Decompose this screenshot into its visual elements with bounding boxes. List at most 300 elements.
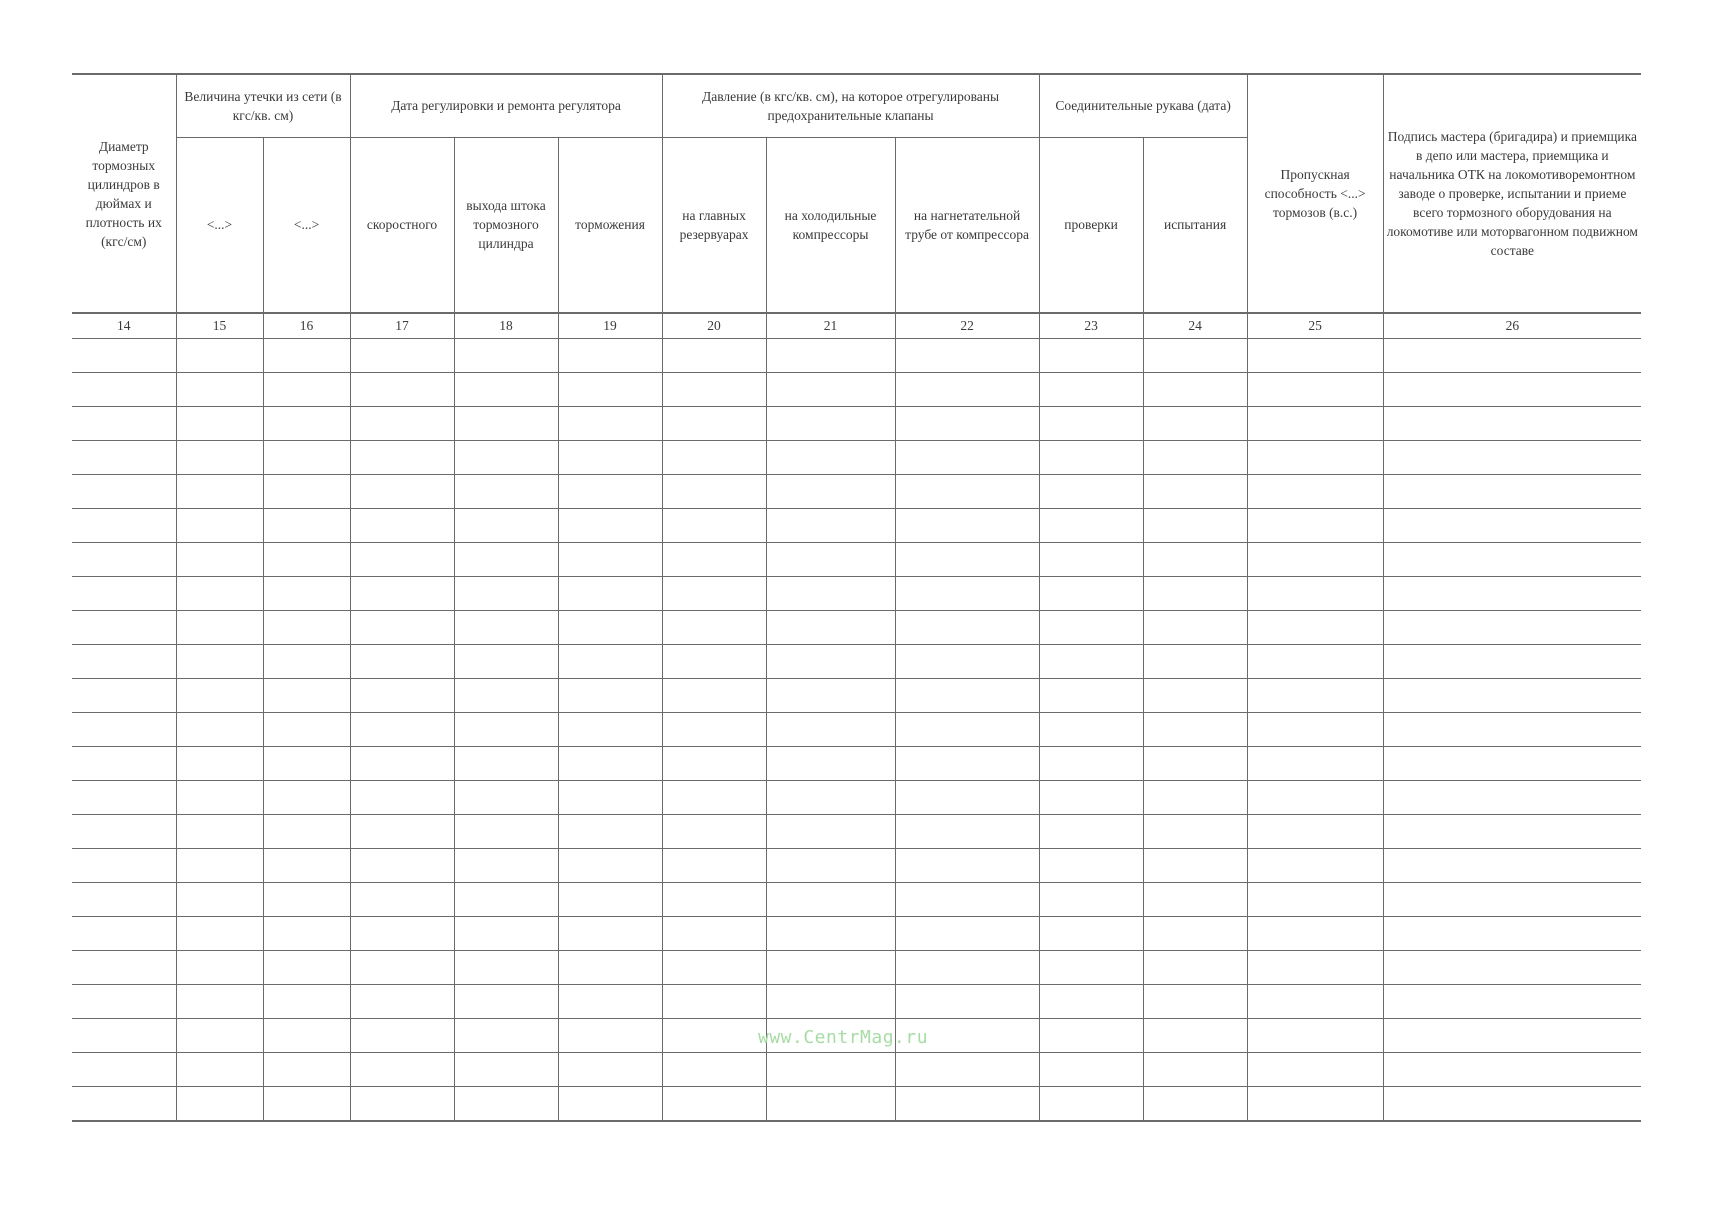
- table-cell: [176, 985, 263, 1019]
- table-cell: [662, 645, 766, 679]
- table-cell: [454, 475, 558, 509]
- brake-record-table: [72, 73, 1641, 1122]
- column-number: 17: [350, 313, 454, 339]
- table-cell: [1247, 645, 1383, 679]
- table-cell: [1039, 475, 1143, 509]
- table-cell: [558, 577, 662, 611]
- table-cell: [454, 781, 558, 815]
- table-cell: [1383, 679, 1641, 713]
- table-cell: [1039, 679, 1143, 713]
- table-cell: [766, 407, 895, 441]
- table-cell: [895, 475, 1039, 509]
- table-cell: [1247, 781, 1383, 815]
- table-cell: [895, 577, 1039, 611]
- table-row: [72, 1053, 1641, 1087]
- table-cell: [72, 611, 176, 645]
- table-cell: [350, 781, 454, 815]
- table-cell: [176, 509, 263, 543]
- header-col23: проверки: [1039, 137, 1143, 313]
- table-cell: [662, 441, 766, 475]
- table-cell: [895, 883, 1039, 917]
- table-cell: [1039, 577, 1143, 611]
- table-cell: [766, 475, 895, 509]
- table-cell: [662, 611, 766, 645]
- column-number: 21: [766, 313, 895, 339]
- table-cell: [350, 475, 454, 509]
- table-cell: [263, 1053, 350, 1087]
- table-cell: [1143, 951, 1247, 985]
- table-cell: [72, 713, 176, 747]
- table-cell: [895, 1053, 1039, 1087]
- table-cell: [1143, 883, 1247, 917]
- table-cell: [72, 1053, 176, 1087]
- table-cell: [1247, 1019, 1383, 1053]
- table-cell: [1383, 849, 1641, 883]
- table-cell: [1039, 917, 1143, 951]
- table-cell: [1383, 339, 1641, 373]
- table-cell: [72, 475, 176, 509]
- table-cell: [1039, 373, 1143, 407]
- table-cell: [662, 951, 766, 985]
- table-cell: [176, 441, 263, 475]
- column-number: 26: [1383, 313, 1641, 339]
- table-cell: [1039, 815, 1143, 849]
- table-row: [72, 679, 1641, 713]
- table-cell: [1383, 475, 1641, 509]
- table-cell: [454, 985, 558, 1019]
- table-cell: [176, 951, 263, 985]
- table-cell: [662, 781, 766, 815]
- table-cell: [263, 407, 350, 441]
- table-cell: [1039, 985, 1143, 1019]
- table-cell: [454, 917, 558, 951]
- table-cell: [558, 679, 662, 713]
- table-cell: [263, 883, 350, 917]
- table-cell: [558, 441, 662, 475]
- table-cell: [766, 441, 895, 475]
- table-cell: [176, 339, 263, 373]
- table-cell: [350, 543, 454, 577]
- watermark-text: www.CentrMag.ru: [758, 1027, 929, 1048]
- column-number: 19: [558, 313, 662, 339]
- table-cell: [263, 951, 350, 985]
- table-cell: [454, 577, 558, 611]
- header-hoses-group: Соединительные рукава (дата): [1039, 74, 1247, 137]
- table-cell: [895, 373, 1039, 407]
- table-cell: [176, 713, 263, 747]
- column-number: 15: [176, 313, 263, 339]
- table-cell: [1039, 883, 1143, 917]
- table-cell: [1383, 815, 1641, 849]
- table-cell: [263, 713, 350, 747]
- table-cell: [1143, 475, 1247, 509]
- table-cell: [1143, 747, 1247, 781]
- table-cell: [558, 1087, 662, 1122]
- table-cell: [1143, 373, 1247, 407]
- table-cell: [176, 883, 263, 917]
- table-cell: [454, 815, 558, 849]
- table-row: [72, 713, 1641, 747]
- table-cell: [1383, 611, 1641, 645]
- table-cell: [1039, 441, 1143, 475]
- table-cell: [454, 679, 558, 713]
- table-cell: [895, 441, 1039, 475]
- table-cell: [350, 679, 454, 713]
- table-cell: [662, 883, 766, 917]
- table-cell: [454, 441, 558, 475]
- table-row: [72, 577, 1641, 611]
- table-cell: [263, 339, 350, 373]
- table-cell: [895, 509, 1039, 543]
- table-cell: [895, 781, 1039, 815]
- table-cell: [454, 339, 558, 373]
- table-cell: [176, 1087, 263, 1122]
- table-cell: [662, 917, 766, 951]
- table-cell: [766, 509, 895, 543]
- table-cell: [1143, 339, 1247, 373]
- table-cell: [454, 373, 558, 407]
- table-cell: [662, 1019, 766, 1053]
- table-cell: [766, 815, 895, 849]
- table-cell: [1247, 339, 1383, 373]
- column-number: 23: [1039, 313, 1143, 339]
- table-cell: [1247, 543, 1383, 577]
- table-cell: [350, 339, 454, 373]
- table-cell: [766, 985, 895, 1019]
- table-cell: [176, 475, 263, 509]
- table-cell: [1383, 645, 1641, 679]
- table-cell: [1247, 475, 1383, 509]
- table-cell: [1143, 713, 1247, 747]
- table-row: [72, 509, 1641, 543]
- table-cell: [1143, 815, 1247, 849]
- column-number: 24: [1143, 313, 1247, 339]
- table-cell: [662, 815, 766, 849]
- table-cell: [176, 373, 263, 407]
- table-cell: [176, 1053, 263, 1087]
- table-cell: [263, 373, 350, 407]
- table-cell: [1247, 1087, 1383, 1122]
- table-cell: [1247, 1053, 1383, 1087]
- header-col17: скоростного: [350, 137, 454, 313]
- table-cell: [1247, 747, 1383, 781]
- table-row: [72, 781, 1641, 815]
- table-cell: [176, 577, 263, 611]
- table-cell: [350, 883, 454, 917]
- table-cell: [350, 747, 454, 781]
- table-cell: [1247, 849, 1383, 883]
- table-cell: [72, 339, 176, 373]
- table-cell: [263, 781, 350, 815]
- table-cell: [263, 815, 350, 849]
- table-cell: [1039, 849, 1143, 883]
- table-cell: [263, 543, 350, 577]
- table-cell: [895, 985, 1039, 1019]
- table-cell: [1039, 611, 1143, 645]
- table-cell: [558, 645, 662, 679]
- table-cell: [1143, 1087, 1247, 1122]
- table-cell: [662, 713, 766, 747]
- table-cell: [263, 747, 350, 781]
- table-cell: [662, 339, 766, 373]
- table-cell: [176, 611, 263, 645]
- table-cell: [454, 1053, 558, 1087]
- table-cell: [1247, 373, 1383, 407]
- table-cell: [1143, 1019, 1247, 1053]
- table-cell: [558, 781, 662, 815]
- table-row: [72, 747, 1641, 781]
- table-cell: [263, 849, 350, 883]
- table-cell: [350, 611, 454, 645]
- table-cell: [1039, 509, 1143, 543]
- table-cell: [350, 441, 454, 475]
- table-cell: [766, 679, 895, 713]
- table-cell: [263, 509, 350, 543]
- table-cell: [72, 781, 176, 815]
- table-cell: [558, 883, 662, 917]
- table-cell: [1247, 577, 1383, 611]
- table-cell: [1143, 849, 1247, 883]
- table-cell: [176, 849, 263, 883]
- table-cell: [766, 645, 895, 679]
- table-cell: [350, 407, 454, 441]
- table-cell: [176, 815, 263, 849]
- table-cell: [1247, 951, 1383, 985]
- table-row: [72, 407, 1641, 441]
- table-cell: [766, 1087, 895, 1122]
- table-cell: [263, 475, 350, 509]
- table-row: [72, 373, 1641, 407]
- table-cell: [662, 407, 766, 441]
- table-cell: [1143, 645, 1247, 679]
- table-cell: [350, 713, 454, 747]
- table-cell: [1383, 577, 1641, 611]
- header-col26: Подпись мастера (бригадира) и приемщика в депо или мастера, приемщика и начальника ОТК на локомотиворемонтном заводе о проверке, испытании и приеме всего тормозного оборудования на локомотиве или моторвагонном подвижном составе: [1383, 74, 1641, 313]
- table-row: [72, 951, 1641, 985]
- table-cell: [895, 815, 1039, 849]
- table-row: [72, 917, 1641, 951]
- table-cell: [558, 611, 662, 645]
- table-cell: [454, 509, 558, 543]
- table-cell: [895, 679, 1039, 713]
- table-cell: [1383, 1087, 1641, 1122]
- table-cell: [263, 441, 350, 475]
- table-cell: [350, 645, 454, 679]
- table-cell: [1383, 713, 1641, 747]
- table-cell: [72, 951, 176, 985]
- table-cell: [72, 985, 176, 1019]
- table-cell: [350, 917, 454, 951]
- table-cell: [558, 339, 662, 373]
- table-cell: [454, 747, 558, 781]
- table-row: [72, 1087, 1641, 1122]
- header-col16: <...>: [263, 137, 350, 313]
- table-cell: [72, 849, 176, 883]
- table-cell: [1143, 917, 1247, 951]
- table-cell: [1039, 713, 1143, 747]
- table-cell: [1039, 951, 1143, 985]
- table-cell: [263, 1087, 350, 1122]
- table-cell: [558, 543, 662, 577]
- table-cell: [263, 917, 350, 951]
- table-cell: [176, 747, 263, 781]
- table-cell: [1039, 1019, 1143, 1053]
- table-cell: [1247, 713, 1383, 747]
- table-cell: [662, 679, 766, 713]
- table-cell: [72, 679, 176, 713]
- table-cell: [350, 951, 454, 985]
- table-cell: [1143, 441, 1247, 475]
- table-cell: [454, 611, 558, 645]
- table-cell: [1383, 407, 1641, 441]
- table-cell: [1143, 679, 1247, 713]
- table-cell: [263, 645, 350, 679]
- table-cell: [1383, 373, 1641, 407]
- table-cell: [1247, 679, 1383, 713]
- table-cell: [454, 1019, 558, 1053]
- table-cell: [895, 849, 1039, 883]
- table-cell: [1383, 509, 1641, 543]
- header-col22: на нагнетательной трубе от компрессора: [895, 137, 1039, 313]
- table-cell: [1247, 407, 1383, 441]
- table-cell: [72, 1019, 176, 1053]
- table-cell: [176, 679, 263, 713]
- table-cell: [1383, 543, 1641, 577]
- table-cell: [263, 985, 350, 1019]
- table-cell: [1247, 509, 1383, 543]
- header-col24: испытания: [1143, 137, 1247, 313]
- table-cell: [1039, 747, 1143, 781]
- table-row: [72, 985, 1641, 1019]
- table-cell: [558, 713, 662, 747]
- table-cell: [766, 339, 895, 373]
- table-cell: [454, 883, 558, 917]
- table-cell: [1383, 781, 1641, 815]
- header-col14: Диаметр тормозных цилиндров в дюймах и плотность их (кгс/см): [72, 74, 176, 313]
- table-cell: [1143, 611, 1247, 645]
- table-cell: [1039, 407, 1143, 441]
- column-number: 14: [72, 313, 176, 339]
- table-cell: [766, 577, 895, 611]
- table-cell: [1247, 883, 1383, 917]
- table-cell: [263, 577, 350, 611]
- table-cell: [895, 747, 1039, 781]
- table-cell: [662, 543, 766, 577]
- table-cell: [72, 645, 176, 679]
- table-row: [72, 543, 1641, 577]
- table-cell: [176, 645, 263, 679]
- table-cell: [558, 815, 662, 849]
- column-number-row: [72, 313, 1641, 339]
- table-cell: [558, 373, 662, 407]
- table-cell: [766, 747, 895, 781]
- table-cell: [454, 543, 558, 577]
- table-cell: [350, 509, 454, 543]
- table-cell: [72, 747, 176, 781]
- header-col25: Пропускная способность <...> тормозов (в.с.): [1247, 74, 1383, 313]
- table-cell: [662, 1087, 766, 1122]
- table-row: [72, 645, 1641, 679]
- table-cell: [558, 1053, 662, 1087]
- table-cell: [72, 441, 176, 475]
- table-cell: [558, 475, 662, 509]
- table-cell: [558, 985, 662, 1019]
- column-number: 16: [263, 313, 350, 339]
- column-number: 22: [895, 313, 1039, 339]
- table-cell: [454, 951, 558, 985]
- table-cell: [176, 407, 263, 441]
- table-cell: [895, 543, 1039, 577]
- column-number: 18: [454, 313, 558, 339]
- table-cell: [176, 781, 263, 815]
- table-cell: [1247, 815, 1383, 849]
- table-cell: [895, 713, 1039, 747]
- table-cell: [1247, 441, 1383, 475]
- table-cell: [558, 509, 662, 543]
- table-cell: [263, 679, 350, 713]
- table-cell: [1039, 339, 1143, 373]
- table-cell: [766, 611, 895, 645]
- table-cell: [1143, 577, 1247, 611]
- table-row: [72, 339, 1641, 373]
- table-cell: [766, 713, 895, 747]
- table-cell: [454, 407, 558, 441]
- table-cell: [895, 339, 1039, 373]
- table-cell: [350, 373, 454, 407]
- table-row: [72, 849, 1641, 883]
- table-cell: [350, 815, 454, 849]
- table-cell: [558, 849, 662, 883]
- table-cell: [1039, 1087, 1143, 1122]
- table-cell: [895, 951, 1039, 985]
- table-cell: [895, 917, 1039, 951]
- table-cell: [454, 713, 558, 747]
- header-col15: <...>: [176, 137, 263, 313]
- header-regulator-group: Дата регулировки и ремонта регулятора: [350, 74, 662, 137]
- table-cell: [766, 849, 895, 883]
- table-cell: [895, 645, 1039, 679]
- table-cell: [766, 951, 895, 985]
- table-cell: [1383, 441, 1641, 475]
- table-cell: [558, 1019, 662, 1053]
- table-cell: [1383, 985, 1641, 1019]
- table-cell: [350, 1053, 454, 1087]
- table-cell: [766, 883, 895, 917]
- header-col20: на главных резервуарах: [662, 137, 766, 313]
- table-cell: [662, 475, 766, 509]
- header-leak-group: Величина утечки из сети (в кгс/кв. см): [176, 74, 350, 137]
- table-cell: [1143, 543, 1247, 577]
- table-cell: [263, 611, 350, 645]
- header-pressure-group: Давление (в кгс/кв. см), на которое отрегулированы предохранительные клапаны: [662, 74, 1039, 137]
- table-cell: [558, 917, 662, 951]
- table-cell: [895, 611, 1039, 645]
- table-row: [72, 475, 1641, 509]
- table-cell: [1383, 951, 1641, 985]
- table-cell: [72, 373, 176, 407]
- table-cell: [72, 815, 176, 849]
- table-cell: [662, 1053, 766, 1087]
- table-cell: [895, 407, 1039, 441]
- table-row: [72, 883, 1641, 917]
- header-col18: выхода штока тормозного цилиндра: [454, 137, 558, 313]
- table-cell: [1383, 747, 1641, 781]
- table-row: [72, 611, 1641, 645]
- table-cell: [350, 577, 454, 611]
- table-cell: [72, 407, 176, 441]
- table-cell: [454, 645, 558, 679]
- table-cell: [558, 747, 662, 781]
